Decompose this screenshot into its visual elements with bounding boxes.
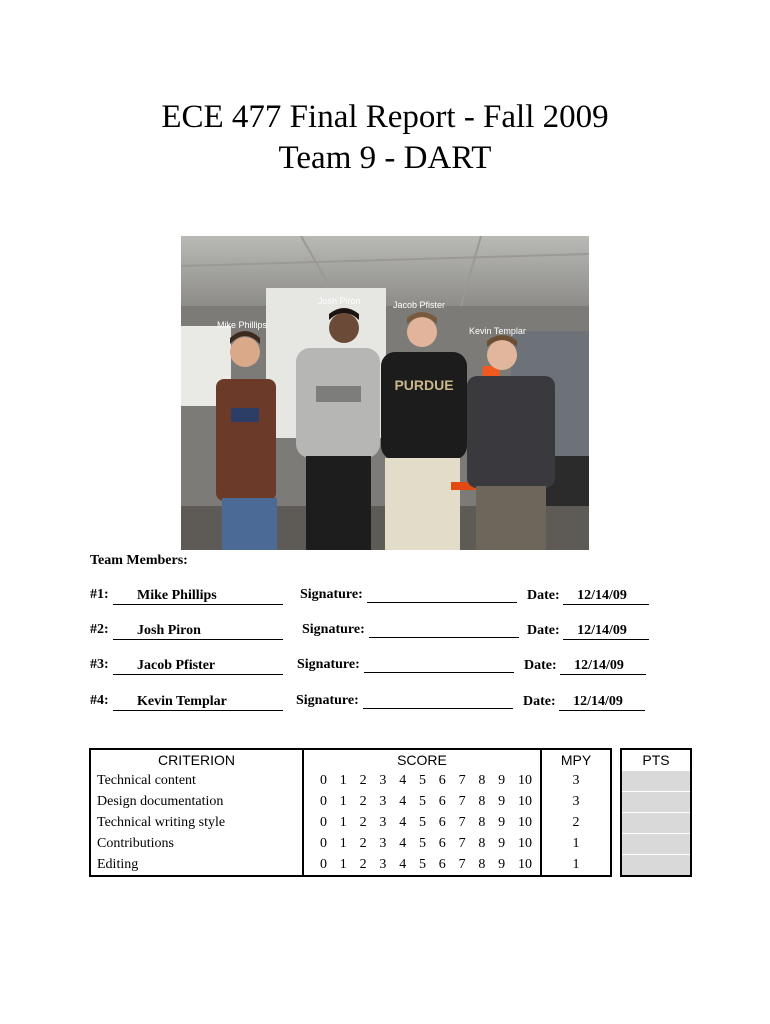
- member-row: [90, 622, 690, 644]
- member-number: #3:: [90, 657, 109, 672]
- criterion-row: [90, 771, 691, 792]
- criterion-name: Editing: [90, 855, 303, 877]
- score-option[interactable]: 2: [359, 773, 367, 788]
- signature-line[interactable]: [367, 587, 517, 603]
- date-label: Date:: [523, 694, 556, 709]
- column-gap: [611, 855, 621, 877]
- signature-label: Signature:: [297, 657, 360, 672]
- criterion-name: Contributions: [90, 834, 303, 855]
- pts-cell[interactable]: [621, 855, 691, 877]
- team-photo: [181, 236, 589, 550]
- score-option[interactable]: 7: [458, 773, 466, 788]
- team-members-heading: Team Members:: [90, 553, 188, 568]
- score-option[interactable]: 3: [379, 794, 387, 809]
- member-date: 12/14/09: [563, 622, 649, 640]
- score-option[interactable]: 1: [339, 815, 347, 830]
- score-option[interactable]: 7: [458, 815, 466, 830]
- score-option[interactable]: 7: [458, 794, 466, 809]
- score-option[interactable]: 3: [379, 856, 387, 872]
- score-header: SCORE: [303, 749, 541, 771]
- member-name: Jacob Pfister: [113, 657, 283, 675]
- score-option[interactable]: 4: [399, 856, 407, 872]
- score-option[interactable]: 1: [339, 773, 347, 788]
- criterion-row: [90, 813, 691, 834]
- column-gap: [611, 834, 621, 855]
- score-option[interactable]: 8: [478, 815, 486, 830]
- mpy-header: MPY: [541, 749, 611, 771]
- photo-label-mike: Mike Phillips: [217, 320, 268, 330]
- member-number: #1:: [90, 587, 109, 602]
- score-scale: [303, 813, 541, 834]
- score-option[interactable]: 5: [418, 794, 426, 809]
- member-number: #2:: [90, 622, 109, 637]
- column-gap: [611, 771, 621, 792]
- score-scale: [303, 855, 541, 877]
- signature-line[interactable]: [364, 657, 514, 673]
- signature-line[interactable]: [369, 622, 519, 638]
- score-scale: [303, 771, 541, 792]
- date-label: Date:: [527, 623, 560, 638]
- pts-header: PTS: [621, 749, 691, 771]
- criteria-table: [89, 748, 692, 877]
- score-option[interactable]: 10: [517, 794, 532, 809]
- score-option[interactable]: 4: [399, 794, 407, 809]
- score-option[interactable]: 8: [478, 836, 486, 851]
- mpy-value: 2: [541, 813, 611, 834]
- mpy-value: 3: [541, 792, 611, 813]
- score-option[interactable]: 0: [320, 815, 327, 830]
- score-option[interactable]: 3: [379, 815, 387, 830]
- mpy-value: 1: [541, 834, 611, 855]
- score-option[interactable]: 4: [399, 773, 407, 788]
- score-option[interactable]: 5: [418, 773, 426, 788]
- member-row: [90, 657, 690, 679]
- score-scale: [303, 792, 541, 813]
- criterion-name: Technical content: [90, 771, 303, 792]
- column-gap: [611, 749, 621, 771]
- member-name: Mike Phillips: [113, 587, 283, 605]
- date-label: Date:: [527, 588, 560, 603]
- score-option[interactable]: 8: [478, 773, 486, 788]
- pts-cell[interactable]: [621, 813, 691, 834]
- score-option[interactable]: 10: [517, 856, 532, 872]
- score-option[interactable]: 10: [517, 836, 532, 851]
- column-gap: [611, 792, 621, 813]
- score-option[interactable]: 6: [438, 815, 446, 830]
- member-row: [90, 587, 690, 609]
- score-option[interactable]: 5: [418, 836, 426, 851]
- criterion-row: [90, 834, 691, 855]
- mpy-value: 3: [541, 771, 611, 792]
- score-option[interactable]: 4: [399, 815, 407, 830]
- member-date: 12/14/09: [563, 587, 649, 605]
- score-option[interactable]: 4: [399, 836, 407, 851]
- score-option[interactable]: 6: [438, 836, 446, 851]
- score-option[interactable]: 5: [418, 815, 426, 830]
- score-option[interactable]: 9: [498, 836, 506, 851]
- score-option[interactable]: 2: [359, 836, 367, 851]
- score-option[interactable]: 1: [339, 856, 347, 872]
- report-title: ECE 477 Final Report - Fall 2009: [161, 99, 609, 135]
- mpy-value: 1: [541, 855, 611, 877]
- criterion-row: [90, 792, 691, 813]
- score-option[interactable]: 8: [478, 794, 486, 809]
- score-option[interactable]: 10: [517, 773, 532, 788]
- score-option[interactable]: 7: [458, 836, 466, 851]
- criterion-row: [90, 855, 691, 877]
- score-option[interactable]: 0: [320, 773, 327, 788]
- pts-cell[interactable]: [621, 771, 691, 792]
- pts-cell[interactable]: [621, 792, 691, 813]
- score-option[interactable]: 6: [438, 794, 446, 809]
- score-option[interactable]: 0: [320, 794, 327, 809]
- column-gap: [611, 813, 621, 834]
- photo-label-josh: Josh Piron: [318, 296, 361, 306]
- score-option[interactable]: 9: [498, 815, 506, 830]
- criterion-name: Technical writing style: [90, 813, 303, 834]
- member-row: [90, 693, 690, 715]
- member-date: 12/14/09: [560, 657, 646, 675]
- member-number: #4:: [90, 693, 109, 708]
- score-option[interactable]: 0: [320, 836, 327, 851]
- score-option[interactable]: 3: [379, 836, 387, 851]
- score-option[interactable]: 9: [498, 856, 506, 872]
- criterion-name: Design documentation: [90, 792, 303, 813]
- photo-label-kevin: Kevin Templar: [469, 326, 526, 336]
- member-name: Josh Piron: [113, 622, 283, 640]
- score-option[interactable]: 8: [478, 856, 486, 872]
- score-option[interactable]: 1: [339, 836, 347, 851]
- score-scale: [303, 834, 541, 855]
- signature-label: Signature:: [302, 622, 365, 637]
- score-option[interactable]: 2: [359, 815, 367, 830]
- score-option[interactable]: 2: [359, 856, 367, 872]
- score-option[interactable]: 10: [517, 815, 532, 830]
- signature-label: Signature:: [296, 693, 359, 708]
- score-option[interactable]: 1: [339, 794, 347, 809]
- shirt-text: PURDUE: [394, 377, 454, 393]
- signature-label: Signature:: [300, 587, 363, 602]
- score-option[interactable]: 0: [320, 856, 327, 872]
- score-option[interactable]: 2: [359, 794, 367, 809]
- score-option[interactable]: 3: [379, 773, 387, 788]
- score-option[interactable]: 5: [418, 856, 426, 872]
- pts-cell[interactable]: [621, 834, 691, 855]
- score-option[interactable]: 9: [498, 773, 506, 788]
- team-title: Team 9 - DART: [278, 140, 492, 176]
- criterion-header: CRITERION: [90, 749, 303, 771]
- date-label: Date:: [524, 658, 557, 673]
- signature-line[interactable]: [363, 693, 513, 709]
- member-name: Kevin Templar: [113, 693, 283, 711]
- score-option[interactable]: 6: [438, 773, 446, 788]
- score-option[interactable]: 6: [438, 856, 446, 872]
- score-option[interactable]: 9: [498, 794, 506, 809]
- photo-label-jacob: Jacob Pfister: [393, 300, 446, 310]
- score-option[interactable]: 7: [458, 856, 466, 872]
- member-date: 12/14/09: [559, 693, 645, 711]
